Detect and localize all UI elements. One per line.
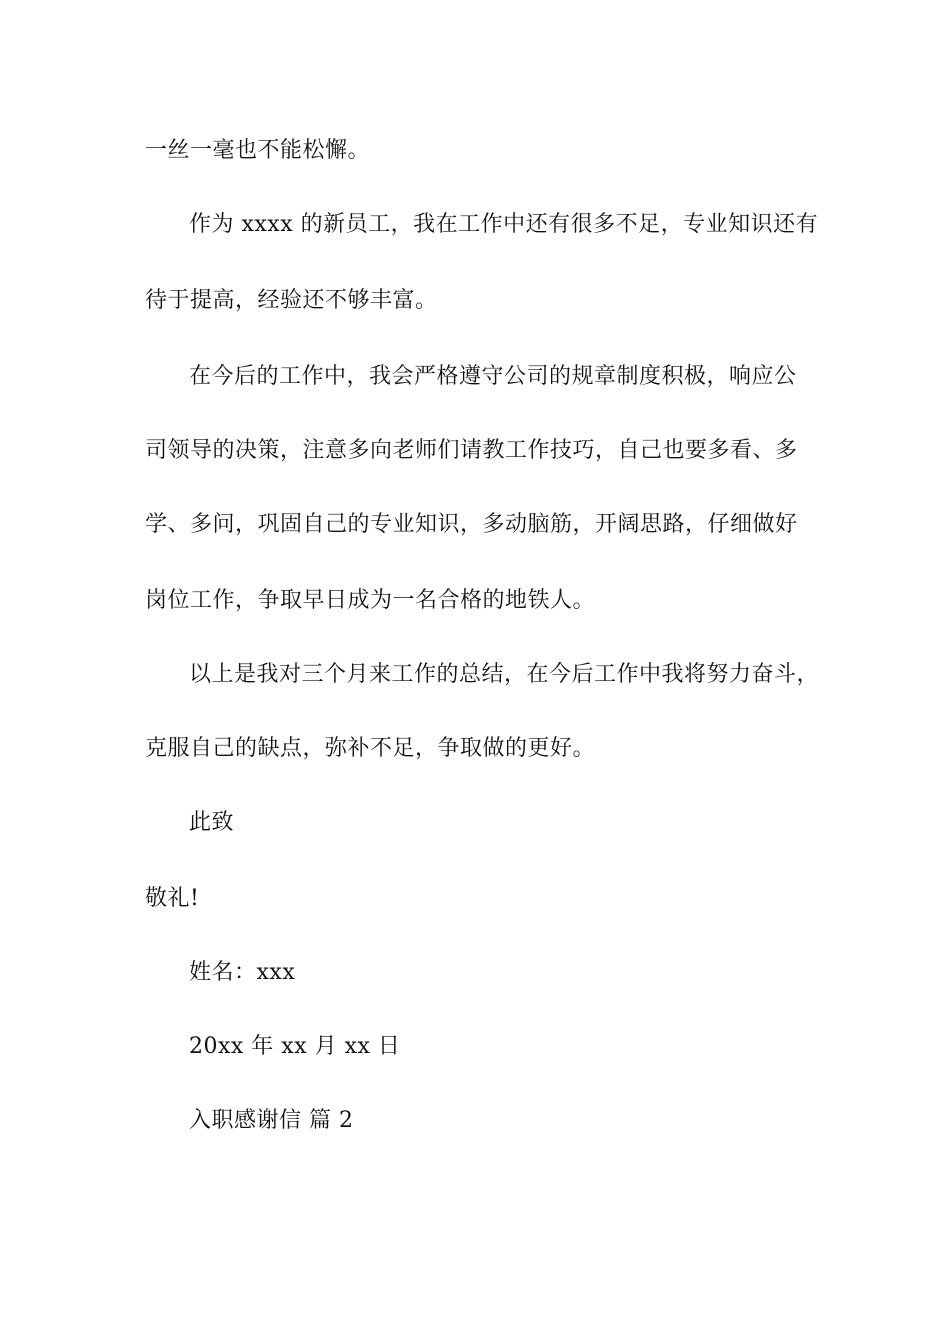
closing-salutation: 此致 bbox=[189, 810, 235, 835]
text-line-3: 待于提高，经验还不够丰富。 bbox=[145, 288, 438, 313]
text-line-4: 在今后的工作中，我会严格遵守公司的规章制度积极，响应公 bbox=[189, 364, 797, 389]
signature-name: 姓名：xxx bbox=[189, 960, 296, 985]
text-line-6: 学、多问，巩固自己的专业知识，多动脑筋，开阔思路，仔细做好 bbox=[145, 512, 798, 537]
text-line-5: 司领导的决策，注意多向老师们请教工作技巧，自己也要多看、多 bbox=[145, 438, 798, 463]
signature-date: 20xx 年 xx 月 xx 日 bbox=[189, 1034, 401, 1059]
text-line-1: 一丝一毫也不能松懈。 bbox=[145, 138, 371, 163]
text-line-9: 克服自己的缺点，弥补不足，争取做的更好。 bbox=[145, 736, 596, 761]
text-line-2: 作为 xxxx 的新员工，我在工作中还有很多不足，专业知识还有 bbox=[189, 212, 819, 237]
text-line-7: 岗位工作，争取早日成为一名合格的地铁人。 bbox=[145, 588, 596, 613]
text-line-8: 以上是我对三个月来工作的总结，在今后工作中我将努力奋斗， bbox=[189, 662, 820, 687]
closing-regards: 敬礼! bbox=[145, 886, 200, 911]
section-heading: 入职感谢信 篇 2 bbox=[189, 1108, 354, 1133]
